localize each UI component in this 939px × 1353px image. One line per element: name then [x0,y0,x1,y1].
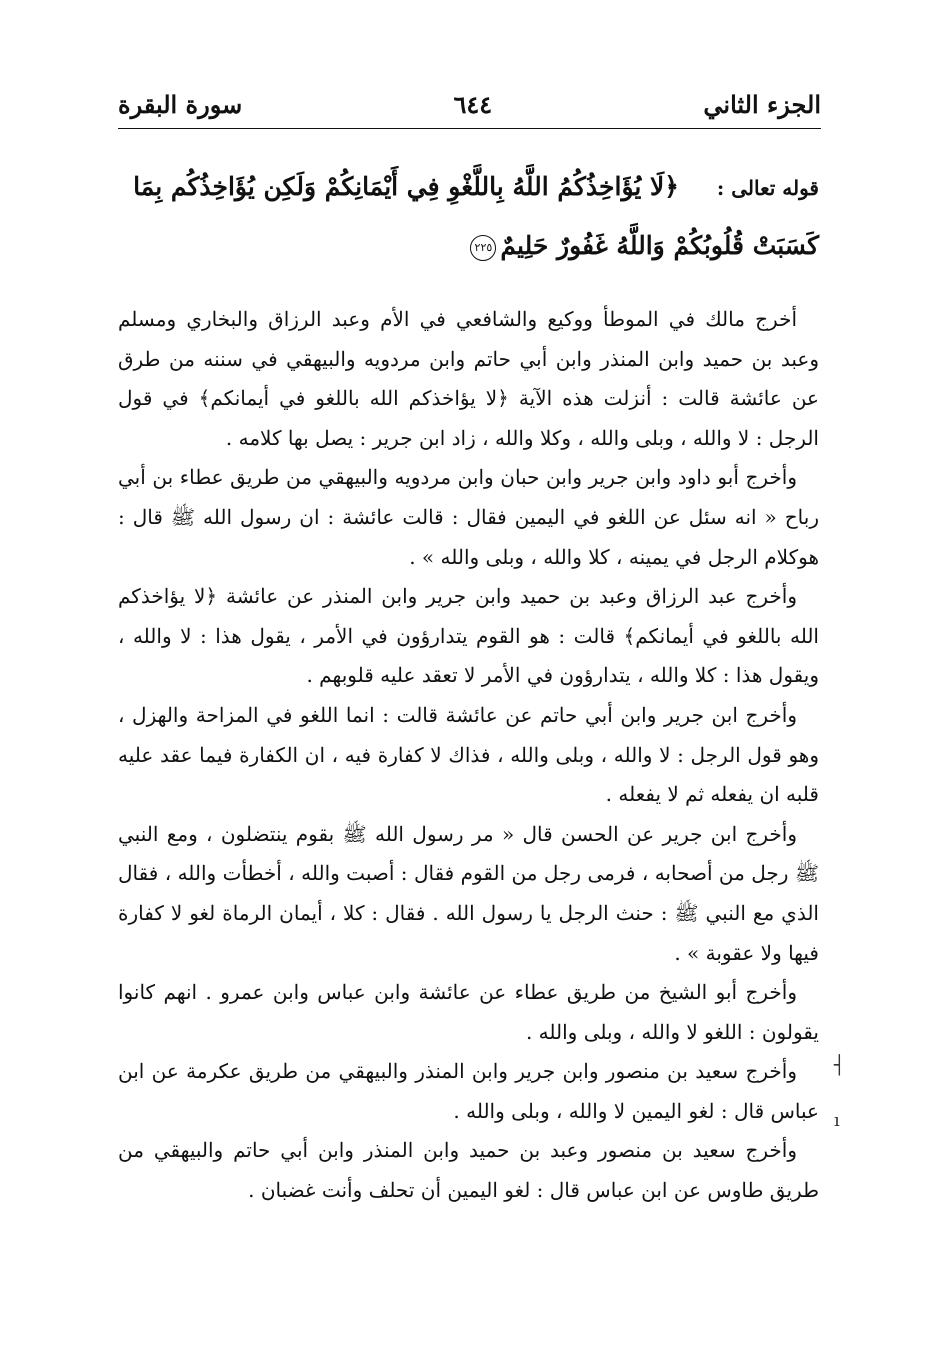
page-header [118,84,821,124]
header-rule [118,128,821,129]
commentary-text [118,300,819,1211]
page-number: ٦٤٤ [453,89,493,119]
surah-title: سورة البقرة [118,89,243,119]
verse-intro: قوله تعالى : [716,176,819,200]
volume-title: الجزء الثاني [703,89,821,119]
paragraph: أخرج مالك في الموطأ ووكيع والشافعي في الأم وعبد الرزاق والبخاري ومسلم وعبد بن حميد وابن المنذر وابن أبي حاتم وابن مردويه والبيهقي في سننه من طرق عن عائشة قالت : أنزلت هذه الآية ﴿لا يؤاخذكم الله باللغو في أيمانكم﴾ في قول الرجل : لا والله ، وبلى والله ، وكلا والله ، زاد ابن جرير : يصل بها كلامه . [118,307,819,450]
paragraph: وأخرج أبو داود وابن جرير وابن حبان وابن مردويه والبيهقي من طريق عطاء بن أبي رباح « انه سئل عن اللغو في اليمين فقال : قالت عائشة : ان رسول الله ﷺ قال : هوكلام الرجل في يمينه ، كلا والله ، وبلى والله » . [118,465,819,569]
paragraph: وأخرج سعيد بن منصور وعبد بن حميد وابن المنذر وابن أبي حاتم والبيهقي من طريق طاوس عن ابن عباس قال : لغو اليمين أن تحلف وأنت غضبان . [118,1138,819,1203]
paragraph: وأخرج ابن جرير عن الحسن قال « مر رسول الله ﷺ بقوم ينتضلون ، ومع النبي ﷺ رجل من أصحابه ، فرمى رجل من القوم فقال : أصبت والله ، أخطأت والله ، فقال الذي مع النبي ﷺ : حنث الرجل يا رسول الله . فقال : كلا ، أيمان الرماة لغو لا كفارة فيها ولا عقوبة » . [118,821,819,965]
margin-tick-mark: ı [834,1110,840,1131]
verse-text: ﴿لَا يُؤَاخِذُكُمُ اللَّهُ بِاللَّغْوِ فِي أَيْمَانِكُمْ وَلَكِن يُؤَاخِذُكُم بِمَا كَسَبَتْ قُلُوبُكُمْ وَاللَّهُ غَفُورٌ حَلِيمٌ [133,172,819,260]
paragraph: وأخرج ابن جرير وابن أبي حاتم عن عائشة قالت : انما اللغو في المزاحة والهزل ، وهو قول الرجل : لا والله ، وبلى والله ، فذاك لا كفارة فيه ، ان الكفارة فيما عقد عليه قلبه ان يفعله ثم لا يفعله . [118,702,819,807]
verse-number: ٢٢٥ [470,235,496,261]
paragraph: وأخرج أبو الشيخ من طريق عطاء عن عائشة وابن عباس وابن عمرو . انهم كانوا يقولون : اللغو لا والله ، وبلى والله . [118,980,819,1044]
paragraph: وأخرج سعيد بن منصور وابن جرير وابن المنذر والبيهقي من طريق عكرمة عن ابن عباس قال : لغو اليمين لا والله ، وبلى والله . [118,1059,819,1123]
paragraph: وأخرج عبد الرزاق وعبد بن حميد وابن جرير وابن المنذر عن عائشة ﴿لا يؤاخذكم الله باللغو في أيمانكم﴾ قالت : هو القوم يتدارؤون في الأمر ، يقول هذا : لا والله ، ويقول هذا : كلا والله ، يتدارؤون في الأمر لا تعقد عليه قلوبهم . [118,584,819,688]
margin-bracket-mark: ┤ [834,1055,845,1076]
verse-block [118,158,819,275]
